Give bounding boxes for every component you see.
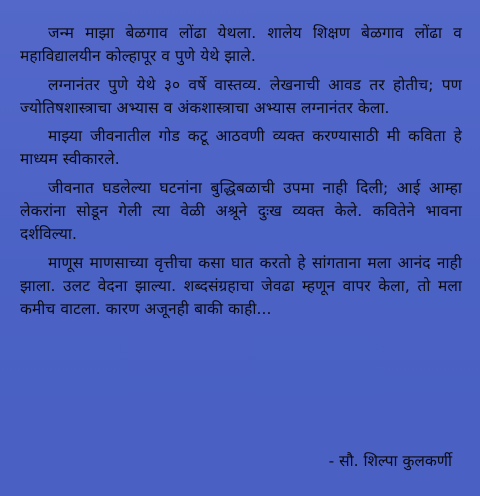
- paragraph-text: माझ्या जीवनातील गोड कटू आठवणी व्यक्त करण्यासाठी मी कविता हे माध्यम स्वीकारले.: [20, 127, 462, 169]
- author-signature: - सौ. शिल्पा कुलकर्णी: [328, 452, 452, 470]
- paragraph-human-nature: [20, 252, 462, 322]
- paragraph-text: माणूस माणसाच्या वृत्तीचा कसा घात करतो हे सांगताना मला आनंद नाही झाला. उलट वेदना झाल्या. शब्दसंग्रहाचा जेवढा म्हणून वापर केला, तो मला कमीच वाटला. कारण अजूनही बाकी काही...: [20, 253, 462, 319]
- paragraph-text: जीवनात घडलेल्या घटनांना बुद्धिबळाची उपमा नाही दिली; आई आम्हा लेकरांना सोडून गेली त्या वेळी अश्रूने दुःख व्यक्त केले. कवितेने भावना दर्शविल्या.: [20, 178, 462, 244]
- paragraph-life-events: [20, 177, 462, 247]
- paragraph-marriage-interests: [20, 74, 462, 121]
- author-bio-text: [20, 22, 462, 327]
- paragraph-text: जन्म माझा बेळगाव लोंढा येथला. शालेय शिक्षण बेळगाव लोंढा व महाविद्यालयीन कोल्हापूर व पुणे येथे झाले.: [20, 24, 462, 66]
- paragraph-birth-education: [20, 22, 462, 69]
- paragraph-text: लग्नानंतर पुणे येथे ३० वर्षे वास्तव्य. लेखनाची आवड तर होतीच; पण ज्योतिषशास्त्राचा अभ्यास व अंकशास्त्राचा अभ्यास लग्नानंतर केला.: [20, 75, 462, 117]
- paragraph-poetry-medium: [20, 125, 462, 172]
